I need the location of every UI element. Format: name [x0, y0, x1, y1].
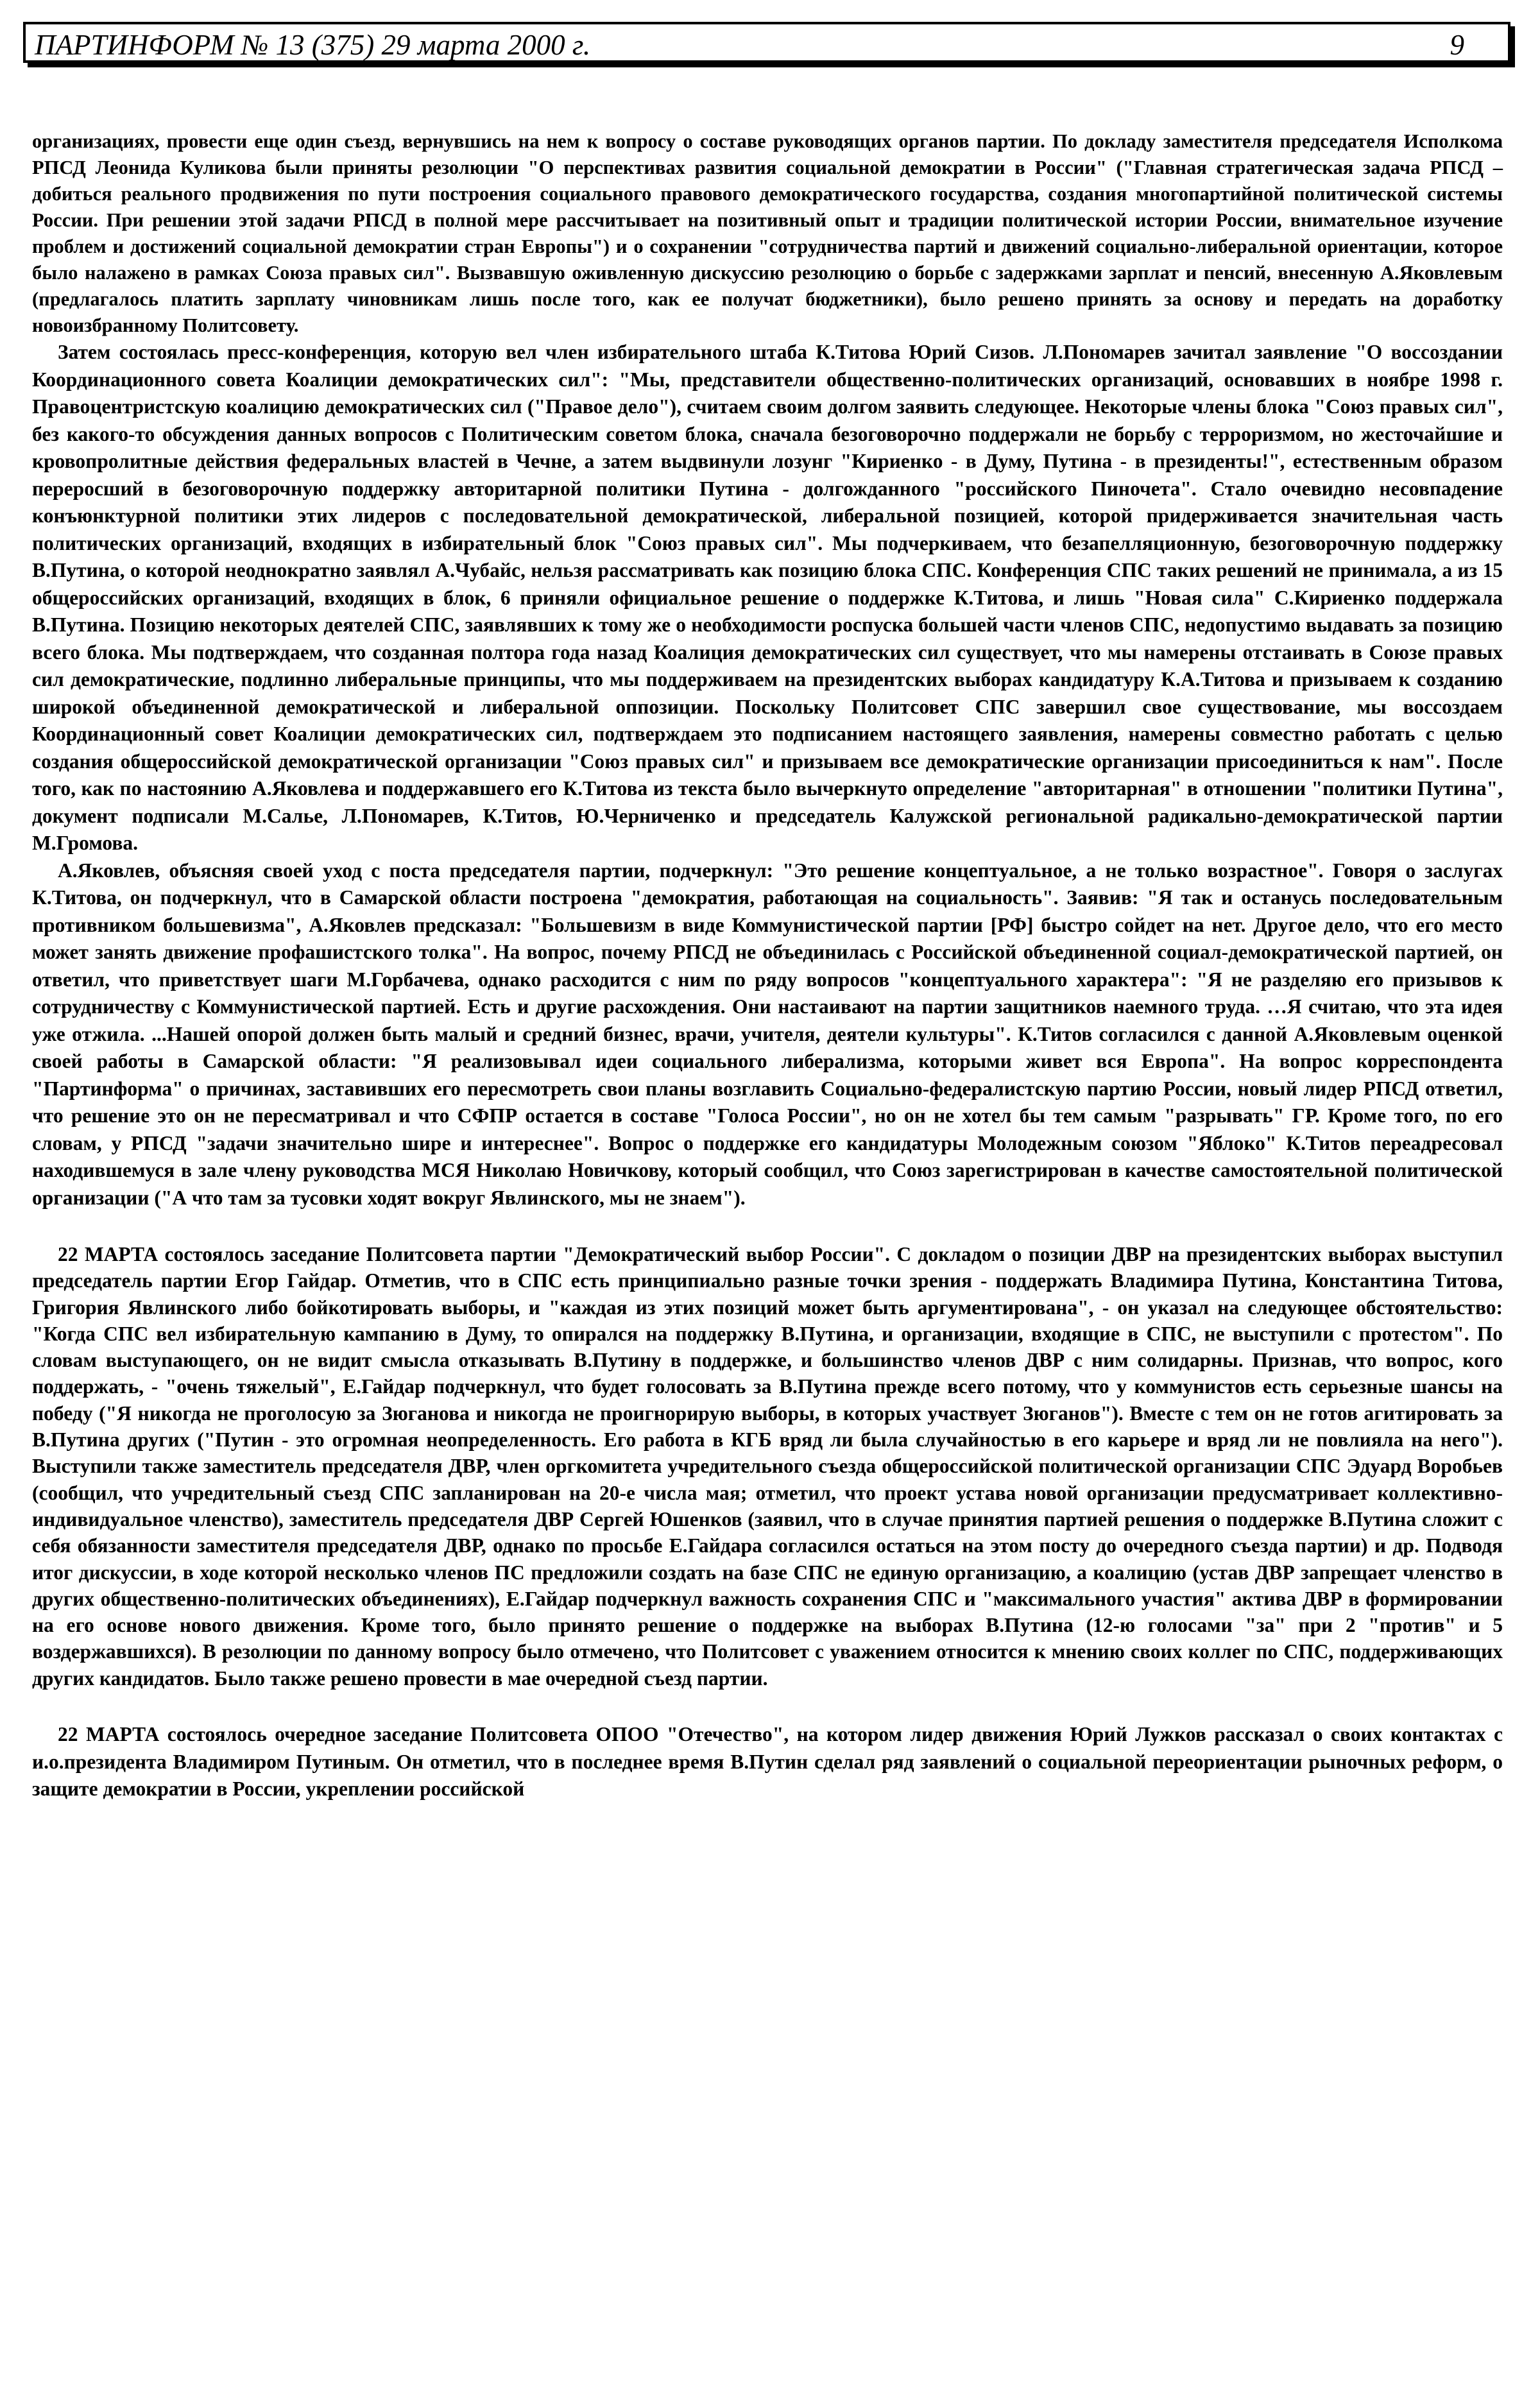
paragraph-dvr-politsovet: 22 МАРТА состоялось заседание Политсовета партии "Демократический выбор России". С докладом о позиции ДВР на президентских выборах выступил председатель партии Егор Гайдар. Отметив, что в СПС есть принципиально разные точки зрения - поддержать Владимира Путина, Константина Титова, Григория Явлинского либо бойкотировать выборы, и "каждая из этих позиций может быть аргументирована", - он указал на следующее обстоятельство: "Когда СПС вел избирательную кампанию в Думу, то опирался на поддержку В.Путина, и организации, входящие в СПС, не выступили с протестом". По словам выступающего, он не видит смысла отказывать В.Путину в поддержке, и большинство членов ДВР с ним солидарны. Признав, что вопрос, кого поддержать, - "очень тяжелый", Е.Гайдар подчеркнул, что будет голосовать за В.Путина прежде всего потому, что у коммунистов есть серьезные шансы на победу ("Я никогда не проголосую за Зюганова и никогда не проигнорирую выборы, в которых участвует Зюганов"). Вместе с тем он не готов агитировать за В.Путина других ("Путин - это огромная неопределенность. Его работа в КГБ вряд ли была случайностью в его карьере и вряд ли не повлияла на него"). Выступили также заместитель председателя ДВР, член оргкомитета учредительного съезда общероссийской политической организации СПС Эдуард Воробьев (сообщил, что учредительный съезд СПС запланирован на 20-е числа мая; отметил, что проект устава новой организации предусматривает коллективно-индивидуальное членство), заместитель председателя ДВР Сергей Юшенков (заявил, что в случае принятия партией решения о поддержке В.Путина сложит с себя обязанности заместителя председателя ДВР, однако по просьбе Е.Гайдара согласился остаться на этом посту до очередного съезда партии) и др. Подводя итог дискуссии, в ходе которой несколько членов ПС предложили создать на базе СПС не единую организацию, а коалицию (устав ДВР запрещает членство в других общественно-политических объединениях), Е.Гайдар подчеркнул важность сохранения СПС и "максимального участия" актива ДВР в формировании на его основе нового движения. Кроме того, было принято решение о поддержке на выборах В.Путина (12-ю голосами "за" при 2 "против" и 5 воздержавшихся). В резолюции по данному вопросу было отмечено, что Политсовет с уважением относится к мнению своих коллег по СПС, поддерживающих других кандидатов. Было также решено провести в мае очередной съезд партии. [32, 1243, 1503, 1690]
article-body [32, 128, 1503, 2361]
page-number: 9 [1450, 29, 1464, 61]
paragraph-otechestvo-politsovet: 22 МАРТА состоялось очередное заседание Политсовета ОПОО "Отечество", на котором лидер движения Юрий Лужков рассказал о своих контактах с и.о.президента Владимиром Путиным. Он отметил, что в последнее время В.Путин сделал ряд заявлений о социальной переориентации рыночных реформ, о защите демократии в России, укреплении российской [32, 1723, 1503, 1801]
page-header [23, 22, 1510, 63]
paragraph-yakovlev-statement: А.Яковлев, объясняя своей уход с поста председателя партии, подчеркнул: "Это решение концептуальное, а не только возрастное". Говоря о заслугах К.Титова, он подчеркнул, что в Самарской области построена "демократия, работающая на социальность". Заявив: "Я так и останусь последовательным противником большевизма", А.Яковлев предсказал: "Большевизм в виде Коммунистической партии [РФ] быстро сойдет на нет. Другое дело, что его место может занять движение профашистского толка". На вопрос, почему РПСД не объединилась с Российской объединенной социал-демократической партией, он ответил, что приветствует шаги М.Горбачева, однако расходится с ним по ряду вопросов "концептуального характера": "Я не разделяю его призывов к сотрудничеству с Коммунистической партией. Есть и другие расхождения. Они настаивают на партии защитников наемного труда. …Я считаю, что эта идея уже отжила. ...Нашей опорой должен быть малый и средний бизнес, врачи, учителя, деятели культуры". К.Титов согласился с данной А.Яковлевым оценкой своей работы в Самарской области: "Я реализовывал идеи социального либерализма, которыми живет вся Европа". На вопрос корреспондента "Партинформа" о причинах, заставивших его пересмотреть свои планы возглавить Социально-федералистскую партию России, новый лидер РПСД ответил, что решение это он не пересматривал и что СФПР остается в составе "Голоса России", но он не хотел бы тем самым "разрывать" ГР. Кроме того, по его словам, у РПСД "задачи значительно шире и интереснее". Вопрос о поддержке его кандидатуры Молодежным союзом "Яблоко" К.Титов переадресовал находившемуся в зале члену руководства МСЯ Николаю Новичкову, который сообщил, что Союз зарегистрирован в качестве самостоятельной политической организации ("А что там за тусовки ходят вокруг Явлинского, мы не знаем"). [32, 859, 1503, 1209]
publication-title: ПАРТИНФОРМ № 13 (375) 29 марта 2000 г. [35, 29, 591, 61]
paragraph-party-congress-resolutions: организациях, провести еще один съезд, вернувшись на нем к вопросу о составе руководящих органов партии. По докладу заместителя председателя Исполкома РПСД Леонида Куликова были приняты резолюции "О перспективах развития социальной демократии в России" ("Главная стратегическая задача РПСД – добиться реального продвижения по пути построения социального правового демократического государства, создания многопартийной политической системы России. При решении этой задачи РПСД в полной мере рассчитывает на позитивный опыт и традиции политической истории России, внимательное изучение проблем и достижений социальной демократии стран Европы") и о сохранении "сотрудничества партий и движений социально-либеральной ориентации, которое было налажено в рамках Союза правых сил". Вызвавшую оживленную дискуссию резолюцию о борьбе с задержками зарплат и пенсий, внесенную А.Яковлевым (предлагалось платить зарплату чиновникам лишь после того, как ее получат бюджетники), было решено принять за основу и передать на доработку новоизбранному Политсовету. [32, 130, 1503, 336]
paragraph-press-conference: Затем состоялась пресс-конференция, которую вел член избирательного штаба К.Титова Юрий Сизов. Л.Пономарев зачитал заявление "О воссоздании Координационного совета Коалиции демократических сил": "Мы, представители общественно-политических организаций, основавших в ноябре 1998 г. Правоцентристскую коалицию демократических сил ("Правое дело"), считаем своим долгом заявить следующее. Некоторые члены блока "Союз правых сил", без какого-то обсуждения данных вопросов с Политическим советом блока, сначала безоговорочно поддержали не борьбу с терроризмом, но жесточайшие и кровопролитные действия федеральных властей в Чечне, а затем выдвинули лозунг "Кириенко - в Думу, Путина - в президенты!", естественным образом переросший в безоговорочную поддержку авторитарной политики Путина - долгожданного "российского Пиночета". Стало очевидно несовпадение конъюнктурной политики этих лидеров с последовательной демократической, либеральной позицией, которой придерживается значительная часть политических организаций, входящих в избирательный блок "Союз правых сил". Мы подчеркиваем, что безапелляционную, безоговорочную поддержку В.Путина, о которой неоднократно заявлял А.Чубайс, нельзя рассматривать как позицию блока СПС. Конференция СПС таких решений не принимала, а из 15 общероссийских организаций, входящих в блок, 6 приняли официальное решение о поддержке К.Титова, и лишь "Новая сила" С.Кириенко поддержала В.Путина. Позицию некоторых деятелей СПС, заявлявших к тому же о необходимости роспуска большей части членов СПС, недопустимо выдавать за позицию всего блока. Мы подтверждаем, что созданная полтора года назад Коалиция демократических сил существует, что мы намерены отстаивать в Союзе правых сил демократические, подлинно либеральные принципы, что мы поддерживаем на президентских выборах кандидатуру К.А.Титова и призываем к созданию широкой объединенной демократической и либеральной оппозиции. Поскольку Политсовет СПС завершил свое существование, мы воссоздаем Координационный совет Коалиции демократических сил, подтверждаем это подписанием настоящего заявления, намерены совместно работать с целью создания общероссийской демократической организации "Союз правых сил" и призываем все демократические организации присоединиться к нам". После того, как по настоянию А.Яковлева и поддержавшего его К.Титова из текста было вычеркнуто определение "авторитарная" в отношении "политики Путина", документ подписали М.Салье, Л.Пономарев, К.Титов, Ю.Черниченко и председатель Калужской региональной радикально-демократической партии М.Громова. [32, 341, 1503, 854]
